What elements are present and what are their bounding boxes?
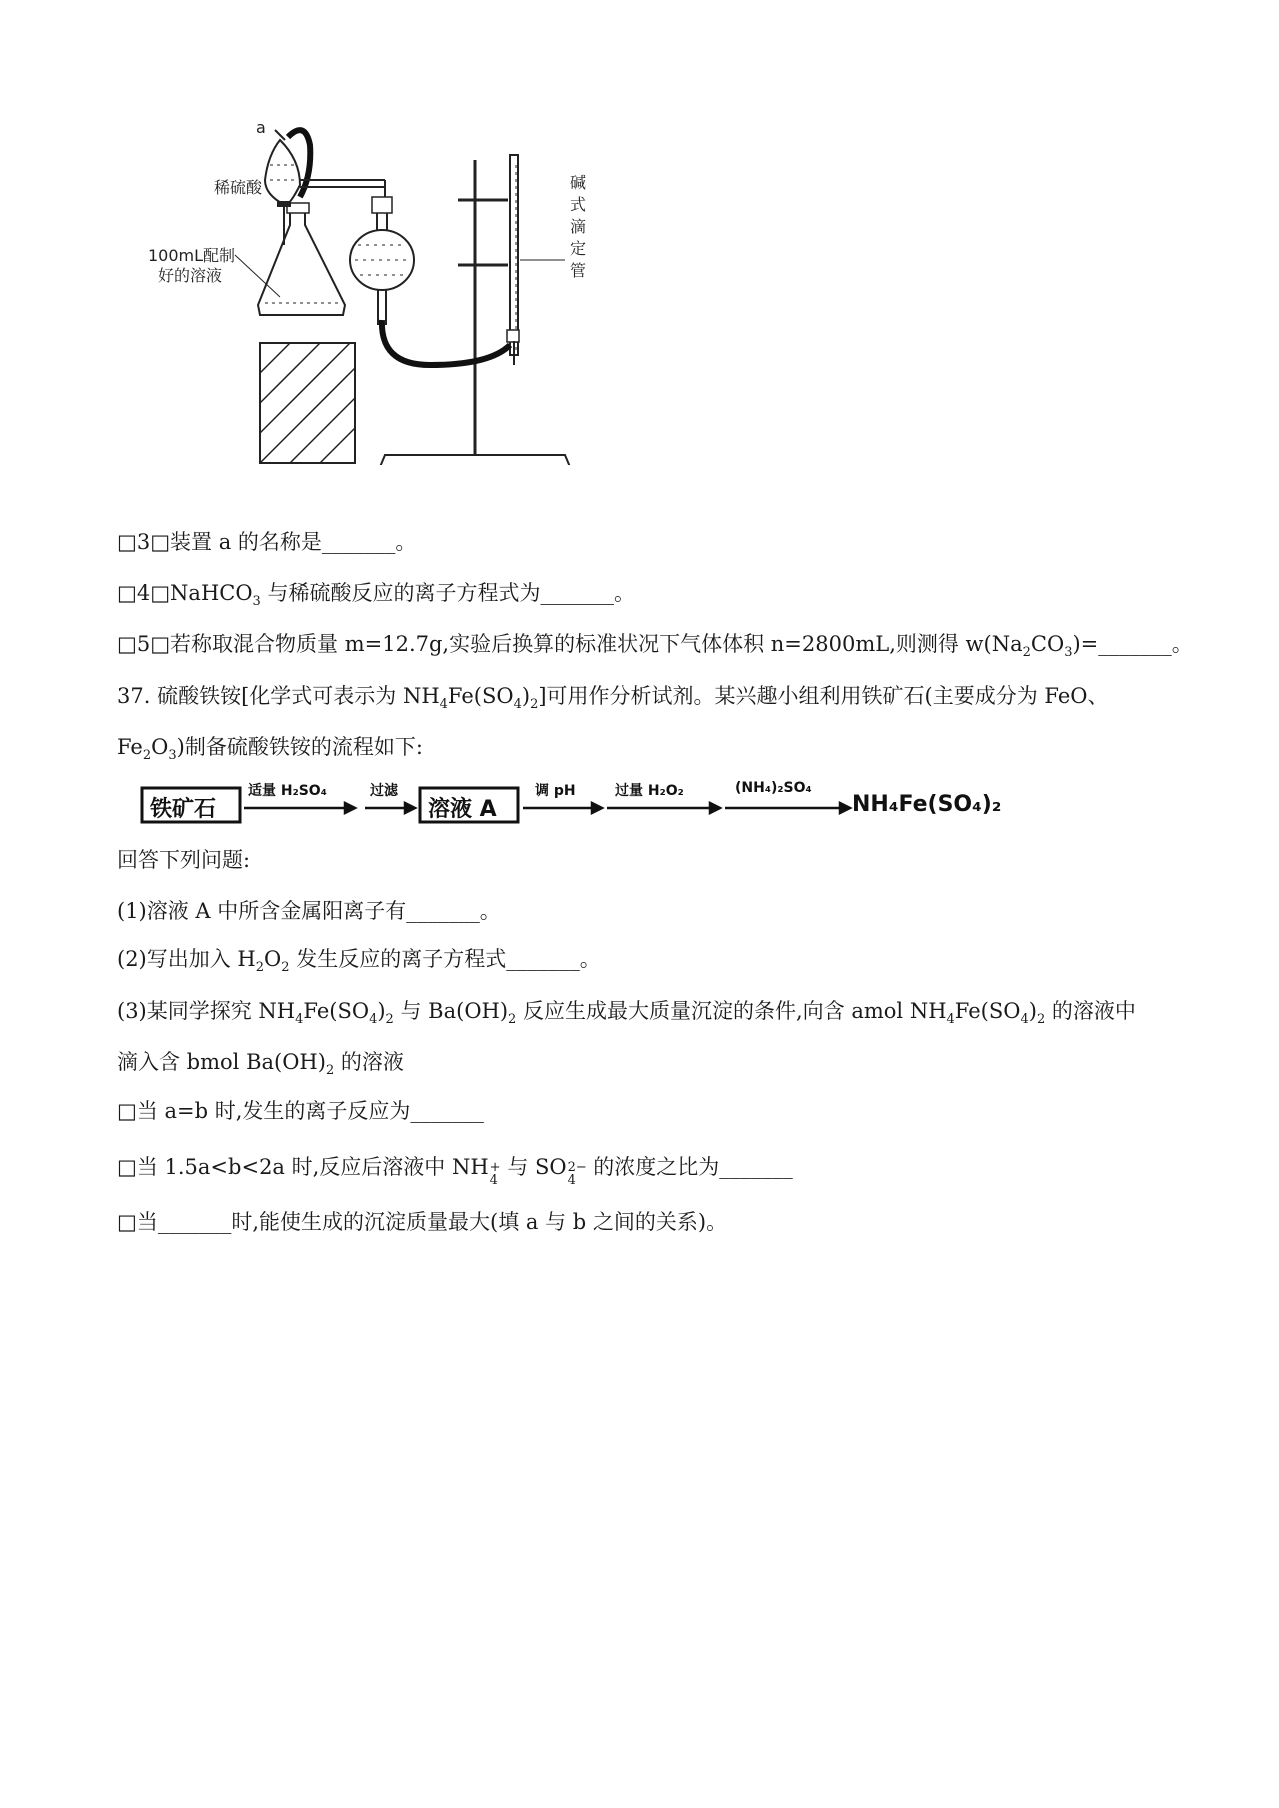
sub-question-3-line2: [117, 1048, 404, 1085]
flow-arrow-label-filter: 过滤: [370, 783, 398, 799]
question-text: 37. 硫酸铁铵[化学式可表示为 NH: [117, 684, 440, 708]
question-text: 的溶液: [334, 1050, 404, 1074]
question-text: (3)某同学探究 NH: [117, 999, 296, 1023]
label-burette-char: 定: [570, 239, 587, 258]
label-burette-char: 式: [570, 195, 587, 214]
subscript: 2: [281, 960, 290, 975]
subscript: 4: [567, 1172, 576, 1188]
subscript: 3: [252, 594, 261, 609]
formula-text: CO: [1030, 632, 1065, 656]
flow-diagram: [140, 780, 1020, 830]
formula-text: Fe: [117, 735, 143, 759]
flow-box-solution-a: 溶液 A: [428, 797, 497, 822]
question-text: )=_______。: [1072, 632, 1193, 656]
subscript: 2: [1022, 645, 1031, 660]
formula-text: O: [151, 735, 169, 759]
question-text: 滴入含 bmol Ba(OH): [117, 1050, 326, 1074]
subscript: 4: [369, 1012, 378, 1027]
flow-box-iron-ore: 铁矿石: [150, 797, 217, 822]
subscript: 2: [1036, 1012, 1046, 1027]
question-text: 当_______时,能使生成的沉淀质量最大(填 a 与 b 之间的关系)。: [136, 1210, 728, 1234]
subscript: 4: [1020, 1012, 1029, 1027]
question-marker: □4□: [117, 581, 171, 605]
question-4: [117, 579, 635, 616]
formula-text: Fe(SO: [447, 684, 514, 708]
case-marker: □: [117, 1210, 137, 1234]
answer-intro: 回答下列问题:: [117, 848, 251, 872]
flow-arrow-label-h2o2: 过量 H₂O₂: [615, 783, 684, 799]
sub-question-2: [117, 945, 601, 982]
case-marker: □: [117, 1155, 137, 1179]
question-text: 与稀硫酸反应的离子方程式为_______。: [260, 581, 636, 605]
subscript: 4: [489, 1172, 498, 1188]
formula-text: Fe(SO: [303, 999, 370, 1023]
label-solution-line2: 好的溶液: [158, 266, 223, 285]
formula-text: Fe(SO: [954, 999, 1021, 1023]
sub-question-1: (1)溶液 A 中所含金属阳离子有_______。: [117, 899, 501, 923]
case-3: [117, 1208, 727, 1236]
formula-text: 与 SO: [500, 1155, 567, 1179]
subscript: 2: [142, 748, 152, 763]
question-text: ]可用作分析试剂。某兴趣小组利用铁矿石(主要成分为 FeO、: [538, 684, 1109, 708]
formula-text: ): [1028, 999, 1037, 1023]
question-3: [117, 528, 416, 556]
superscript: 2−: [567, 1159, 587, 1175]
sub-question-3-line1: [117, 997, 1136, 1034]
ion-charge-so4: [567, 1156, 587, 1188]
ion-charge-nh4: [489, 1156, 501, 1188]
label-a: a: [256, 118, 266, 137]
label-solution-line1: 100mL配制: [148, 246, 236, 265]
subscript: 2: [255, 960, 265, 975]
label-dilute-acid: 稀硫酸: [214, 178, 263, 197]
question-text: 发生反应的离子方程式_______。: [289, 947, 601, 971]
question-text: 装置 a 的名称是_______。: [170, 530, 417, 554]
flow-arrow-label-h2so4: 适量 H₂SO₄: [248, 783, 327, 799]
formula-text: 与 Ba(OH): [393, 999, 509, 1023]
question-5: [117, 630, 1193, 667]
flow-product: NH₄Fe(SO₄)₂: [852, 792, 1002, 817]
label-burette-char: 碱: [570, 173, 587, 192]
flow-arrow-label-ph: 调 pH: [535, 783, 576, 799]
question-text: 反应生成最大质量沉淀的条件,向含 amol NH: [516, 999, 947, 1023]
question-37-line2: [117, 733, 423, 770]
label-burette-char: 管: [570, 261, 587, 280]
flow-arrow-label-nh4so4: (NH₄)₂SO₄: [735, 780, 812, 796]
question-text: 的溶液中: [1045, 999, 1136, 1023]
subscript: 2: [325, 1063, 335, 1078]
question-text: 当 a=b 时,发生的离子反应为_______: [136, 1099, 484, 1123]
question-marker: □3□: [117, 530, 171, 554]
subscript: 2: [530, 697, 539, 712]
question-text: 的浓度之比为_______: [586, 1155, 793, 1179]
formula-text: ): [521, 684, 531, 708]
label-burette: [570, 172, 590, 282]
subscript: 4: [295, 1012, 304, 1027]
case-2: [117, 1153, 793, 1188]
question-text: 当 1.5a<b<2a 时,反应后溶液中 NH: [136, 1155, 489, 1179]
formula-text: NaHCO: [170, 581, 253, 605]
subscript: 4: [439, 697, 448, 712]
formula-text: O: [264, 947, 282, 971]
question-marker: □5□: [117, 632, 171, 656]
subscript: 2: [508, 1012, 517, 1027]
case-marker: □: [117, 1099, 137, 1123]
question-text: 若称取混合物质量 m=12.7g,实验后换算的标准状况下气体体积 n=2800mL,则测得 w(Na: [170, 632, 1023, 656]
subscript: 2: [385, 1012, 394, 1027]
question-text: (2)写出加入 H: [117, 947, 256, 971]
label-burette-char: 滴: [570, 217, 587, 236]
formula-text: ): [377, 999, 386, 1023]
superscript: +: [489, 1159, 501, 1175]
question-37-line1: [117, 682, 1108, 719]
subscript: 3: [168, 748, 177, 763]
subscript: 4: [513, 697, 522, 712]
subscript: 3: [1064, 645, 1073, 660]
question-text: )制备硫酸铁铵的流程如下:: [176, 735, 423, 759]
case-1: [117, 1097, 484, 1125]
subscript: 4: [946, 1012, 955, 1027]
